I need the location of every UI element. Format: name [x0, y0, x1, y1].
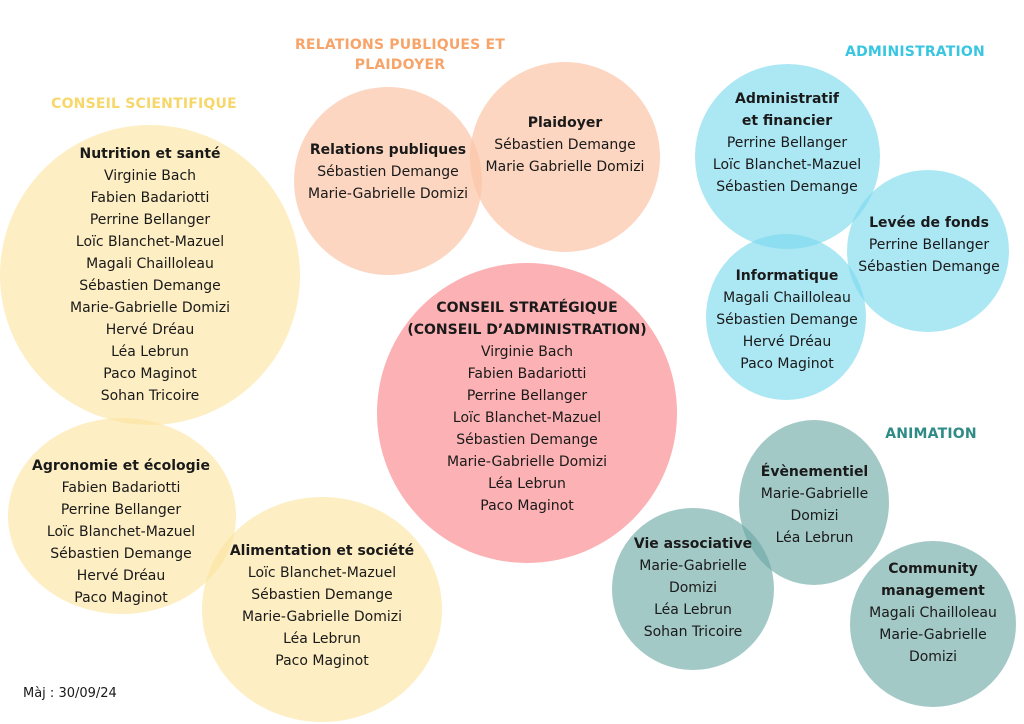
- section-title-conseil-scientifique: CONSEIL SCIENTIFIQUE: [51, 96, 237, 112]
- member-name: Hervé Dréau: [76, 568, 166, 584]
- member-name: Magali Chailloleau: [869, 605, 997, 621]
- group-informatique: [706, 265, 868, 375]
- update-date: Màj : 30/09/24: [23, 686, 117, 701]
- member-name: Fabien Badariotti: [467, 366, 587, 382]
- member-name: Paco Maginot: [275, 653, 369, 669]
- group-strategique: [382, 297, 672, 517]
- member-name: Sébastien Demange: [858, 259, 1000, 275]
- member-name: Loïc Blanchet-Mazuel: [46, 524, 196, 540]
- member-name: Marie Gabrielle Domizi: [485, 159, 645, 175]
- member-name: Perrine Bellanger: [60, 502, 182, 518]
- group-title-evenementiel: Évènementiel: [760, 464, 869, 480]
- member-name: Paco Maginot: [103, 366, 197, 382]
- member-name: Marie-Gabrielle Domizi: [307, 186, 468, 202]
- member-name: Perrine Bellanger: [868, 237, 990, 253]
- member-name: Loïc Blanchet-Mazuel: [712, 157, 862, 173]
- group-title-levee: Levée de fonds: [869, 215, 989, 231]
- member-name: Léa Lebrun: [111, 344, 189, 360]
- group-agronomie: [12, 455, 230, 609]
- member-name: Marie-Gabrielle Domizi: [69, 300, 230, 316]
- member-name: Fabien Badariotti: [90, 190, 210, 206]
- member-name: Sébastien Demange: [456, 432, 598, 448]
- group-relations: [294, 139, 482, 205]
- member-name: Loïc Blanchet-Mazuel: [452, 410, 602, 426]
- member-name: Perrine Bellanger: [466, 388, 588, 404]
- member-name: Virginie Bach: [480, 344, 574, 360]
- member-list-nutrition: [30, 165, 270, 407]
- member-name: Virginie Bach: [103, 168, 197, 184]
- member-name: Marie-Gabrielle Domizi: [879, 627, 987, 665]
- group-vie-associative: [612, 533, 774, 643]
- member-list-plaidoyer: [470, 134, 660, 178]
- member-name: Sohan Tricoire: [100, 388, 200, 404]
- member-name: Sébastien Demange: [79, 278, 221, 294]
- member-list-agronomie: [12, 477, 230, 609]
- member-list-informatique: [706, 287, 868, 375]
- group-community: [852, 558, 1014, 668]
- member-list-community: [852, 602, 1014, 668]
- member-name: Perrine Bellanger: [726, 135, 848, 151]
- member-name: Sébastien Demange: [251, 587, 393, 603]
- member-name: Fabien Badariotti: [61, 480, 181, 496]
- group-title-agronomie: Agronomie et écologie: [32, 458, 210, 474]
- group-administratif: [697, 88, 877, 198]
- group-title-administratif: Administratif et financier: [735, 91, 839, 129]
- group-title-vie-associative: Vie associative: [633, 536, 753, 552]
- group-nutrition: [30, 143, 270, 407]
- member-name: Perrine Bellanger: [89, 212, 211, 228]
- group-title-strategique: CONSEIL STRATÉGIQUE (CONSEIL D’ADMINISTRATION): [407, 300, 647, 338]
- group-title-nutrition: Nutrition et santé: [79, 146, 221, 162]
- member-name: Hervé Dréau: [105, 322, 195, 338]
- group-levee: [850, 212, 1008, 278]
- member-name: Paco Maginot: [74, 590, 168, 606]
- section-title-relations-publiques: RELATIONS PUBLIQUES ET PLAIDOYER: [294, 37, 506, 73]
- group-title-community: Community management: [881, 561, 985, 599]
- member-name: Léa Lebrun: [283, 631, 361, 647]
- group-title-plaidoyer: Plaidoyer: [527, 115, 603, 131]
- member-list-strategique: [382, 341, 672, 517]
- member-name: Magali Chailloleau: [723, 290, 851, 306]
- member-name: Marie-Gabrielle Domizi: [760, 486, 869, 524]
- member-name: Marie-Gabrielle Domizi: [639, 558, 747, 596]
- member-name: Léa Lebrun: [488, 476, 566, 492]
- member-name: Magali Chailloleau: [86, 256, 214, 272]
- member-list-vie-associative: [612, 555, 774, 643]
- member-name: Sébastien Demange: [50, 546, 192, 562]
- member-name: Hervé Dréau: [742, 334, 832, 350]
- group-title-alimentation: Alimentation et société: [229, 543, 415, 559]
- member-name: Sébastien Demange: [716, 312, 858, 328]
- member-name: Loïc Blanchet-Mazuel: [75, 234, 225, 250]
- member-name: Sébastien Demange: [716, 179, 858, 195]
- member-name: Marie-Gabrielle Domizi: [241, 609, 402, 625]
- member-name: Léa Lebrun: [775, 530, 854, 546]
- group-title-relations: Relations publiques: [309, 142, 467, 158]
- member-name: Paco Maginot: [480, 498, 574, 514]
- member-list-relations: [294, 161, 482, 205]
- group-plaidoyer: [470, 112, 660, 178]
- group-title-informatique: Informatique: [735, 268, 839, 284]
- group-alimentation: [212, 540, 432, 672]
- member-name: Sohan Tricoire: [643, 624, 743, 640]
- member-name: Sébastien Demange: [494, 137, 636, 153]
- member-list-administratif: [697, 132, 877, 198]
- member-list-alimentation: [212, 562, 432, 672]
- member-name: Loïc Blanchet-Mazuel: [247, 565, 397, 581]
- section-title-animation: ANIMATION: [885, 426, 977, 442]
- member-name: Léa Lebrun: [654, 602, 732, 618]
- member-name: Sébastien Demange: [317, 164, 459, 180]
- section-title-administration: ADMINISTRATION: [845, 44, 985, 60]
- member-name: Paco Maginot: [740, 356, 834, 372]
- member-list-levee: [850, 234, 1008, 278]
- member-name: Marie-Gabrielle Domizi: [446, 454, 607, 470]
